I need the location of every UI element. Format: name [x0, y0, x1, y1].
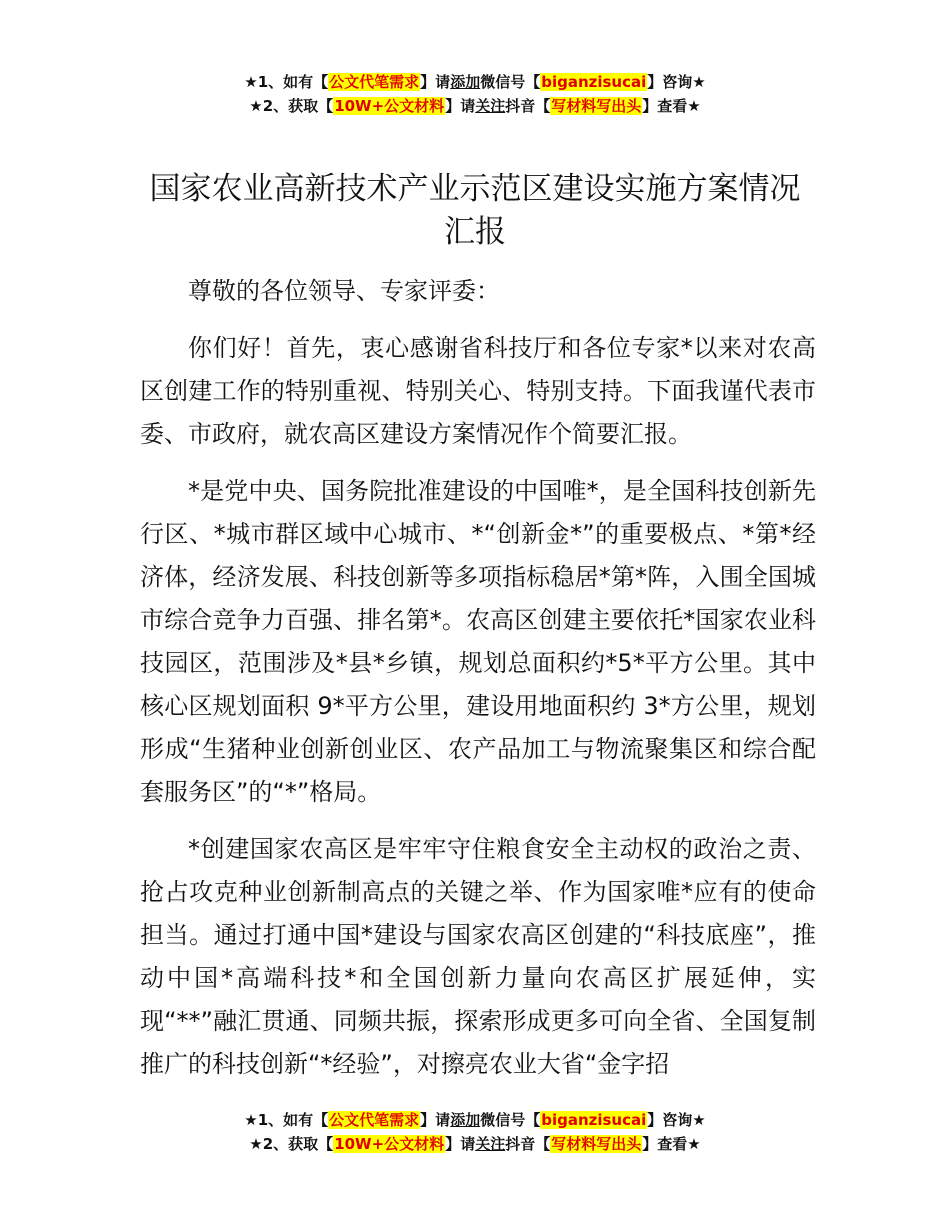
- promo-highlight: 公文代笔需求: [329, 73, 420, 91]
- promo-underlined: 关注: [475, 1135, 506, 1153]
- promo-line-1: [0, 70, 950, 94]
- promo-text: 】请: [445, 97, 476, 115]
- promo-text: 】请: [420, 73, 451, 91]
- promo-text: ★1、如有【: [244, 73, 329, 91]
- body-paragraph: *是党中央、国务院批准建设的中国唯*，是全国科技创新先行区、*城市群区域中心城市、*“创新金*”的重要极点、*第*经济体，经济发展、科技创新等多项指标稳居*第*阵，入围全国城市综合竞争力百强、排名第*。农高区创建主要依托*国家农业科技园区，范围涉及*县*乡镇，规划总面积约*5*平方公里。其中核心区规划面积 9*平方公里，建设用地面积约 3*方公里，规划形成“生猪种业创新创业区、农产品加工与物流聚集区和综合配套服务区”的“*”格局。: [140, 477, 816, 806]
- promo-text: 】请: [445, 1135, 476, 1153]
- promo-text: ★2、获取【: [249, 97, 334, 115]
- promo-line-1: [0, 1108, 950, 1132]
- promo-highlight: 写材料写出头: [551, 97, 642, 115]
- promo-underlined: 关注: [475, 97, 506, 115]
- promo-text: ★1、如有【: [244, 1111, 329, 1129]
- promo-highlight: 写材料写出头: [551, 1135, 642, 1153]
- body-paragraph: *创建国家农高区是牢牢守住粮食安全主动权的政治之责、抢占攻克种业创新制高点的关键之举、作为国家唯*应有的使命担当。通过打通中国*建设与国家农高区创建的“科技底座”，推动中国*高端科技*和全国创新力量向农高区扩展延伸，实现“**”融汇贯通、同频共振，探索形成更多可向全省、全国复制推广的科技创新“*经验”，对擦亮农业大省“金字招: [140, 835, 816, 1078]
- promo-text: 抖音【: [505, 1135, 551, 1153]
- promo-text: 】咨询★: [647, 73, 706, 91]
- document-body: [140, 270, 816, 1100]
- promo-banner-top: [0, 70, 950, 118]
- promo-text: 】请: [420, 1111, 451, 1129]
- promo-text: 】查看★: [642, 1135, 701, 1153]
- promo-underlined: 添加: [450, 1111, 481, 1129]
- promo-underlined: 添加: [450, 73, 481, 91]
- promo-text: ★2、获取【: [249, 1135, 334, 1153]
- promo-banner-bottom: [0, 1108, 950, 1156]
- promo-line-2: [0, 94, 950, 118]
- promo-highlight: biganzisucai: [541, 1111, 647, 1129]
- promo-highlight: 10W+公文材料: [334, 97, 445, 115]
- promo-highlight: 10W+公文材料: [334, 1135, 445, 1153]
- promo-text: 】咨询★: [647, 1111, 706, 1129]
- promo-text: 微信号【: [480, 73, 541, 91]
- promo-line-2: [0, 1132, 950, 1156]
- promo-text: 】查看★: [642, 97, 701, 115]
- promo-highlight: 公文代笔需求: [329, 1111, 420, 1129]
- body-paragraph: 你们好！首先，衷心感谢省科技厅和各位专家*以来对农高区创建工作的特别重视、特别关心、特别支持。下面我谨代表市委、市政府，就农高区建设方案情况作个简要汇报。: [140, 334, 816, 448]
- document-title: 国家农业高新技术产业示范区建设实施方案情况汇报: [149, 171, 801, 250]
- promo-text: 微信号【: [480, 1111, 541, 1129]
- salutation: 尊敬的各位领导、专家评委：: [188, 277, 500, 305]
- promo-highlight: biganzisucai: [541, 73, 647, 91]
- promo-text: 抖音【: [505, 97, 551, 115]
